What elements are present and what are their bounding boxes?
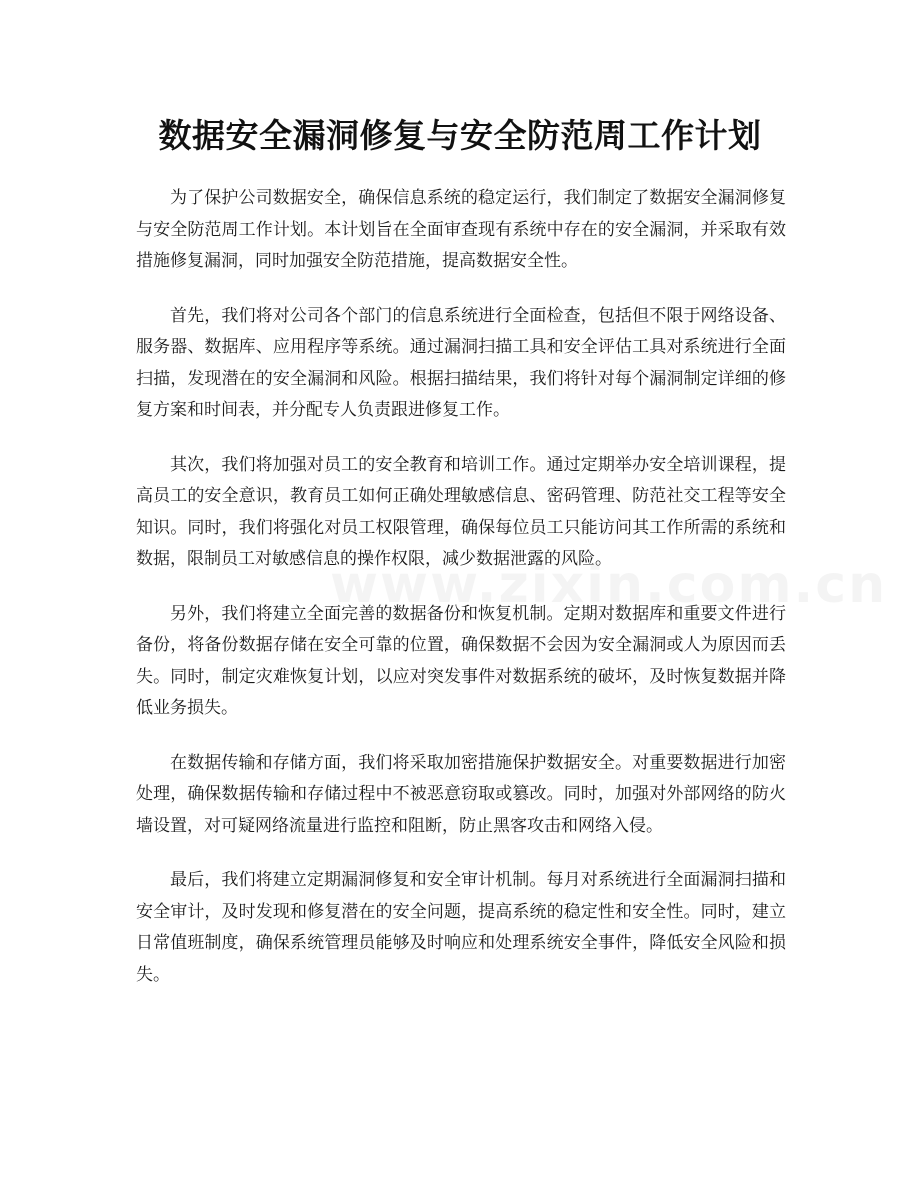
document-body: [136, 183, 786, 1014]
paragraph-encryption: 在数据传输和存储方面，我们将采取加密措施保护数据安全。对重要数据进行加密处理，确保数据传输和存储过程中不被恶意窃取或篡改。同时，加强对外部网络的防火墙设置，对可疑网络流量进行监控和阻断，防止黑客攻击和网络入侵。: [136, 752, 786, 836]
paragraph-intro: 为了保护公司数据安全，确保信息系统的稳定运行，我们制定了数据安全漏洞修复与安全防范周工作计划。本计划旨在全面审查现有系统中存在的安全漏洞，并采取有效措施修复漏洞，同时加强安全防范措施，提高数据安全性。: [136, 188, 786, 271]
paragraph-staff-training: 其次，我们将加强对员工的安全教育和培训工作。通过定期举办安全培训课程，提高员工的安全意识，教育员工如何正确处理敏感信息、密码管理、防范社交工程等安全知识。同时，我们将强化对员工权限管理，确保每位员工只能访问其工作所需的系统和数据，限制员工对敏感信息的操作权限，减少数据泄露的风险。: [136, 454, 786, 569]
paragraph-audit-mechanism: 最后，我们将建立定期漏洞修复和安全审计机制。每月对系统进行全面漏洞扫描和安全审计，及时发现和修复潜在的安全问题，提高系统的稳定性和安全性。同时，建立日常值班制度，确保系统管理员能够及时响应和处理系统安全事件，降低安全风险和损失。: [136, 870, 786, 985]
paragraph-backup-recovery: 另外，我们将建立全面完善的数据备份和恢复机制。定期对数据库和重要文件进行备份，将备份数据存储在安全可靠的位置，确保数据不会因为安全漏洞或人为原因而丢失。同时，制定灾难恢复计划，以应对突发事件对数据系统的破坏，及时恢复数据并降低业务损失。: [136, 603, 786, 718]
paragraph-system-inspection: 首先，我们将对公司各个部门的信息系统进行全面检查，包括但不限于网络设备、服务器、数据库、应用程序等系统。通过漏洞扫描工具和安全评估工具对系统进行全面扫描，发现潜在的安全漏洞和风险。根据扫描结果，我们将针对每个漏洞制定详细的修复方案和时间表，并分配专人负责跟进修复工作。: [136, 305, 786, 420]
document-title: 数据安全漏洞修复与安全防范周工作计划: [158, 116, 762, 155]
